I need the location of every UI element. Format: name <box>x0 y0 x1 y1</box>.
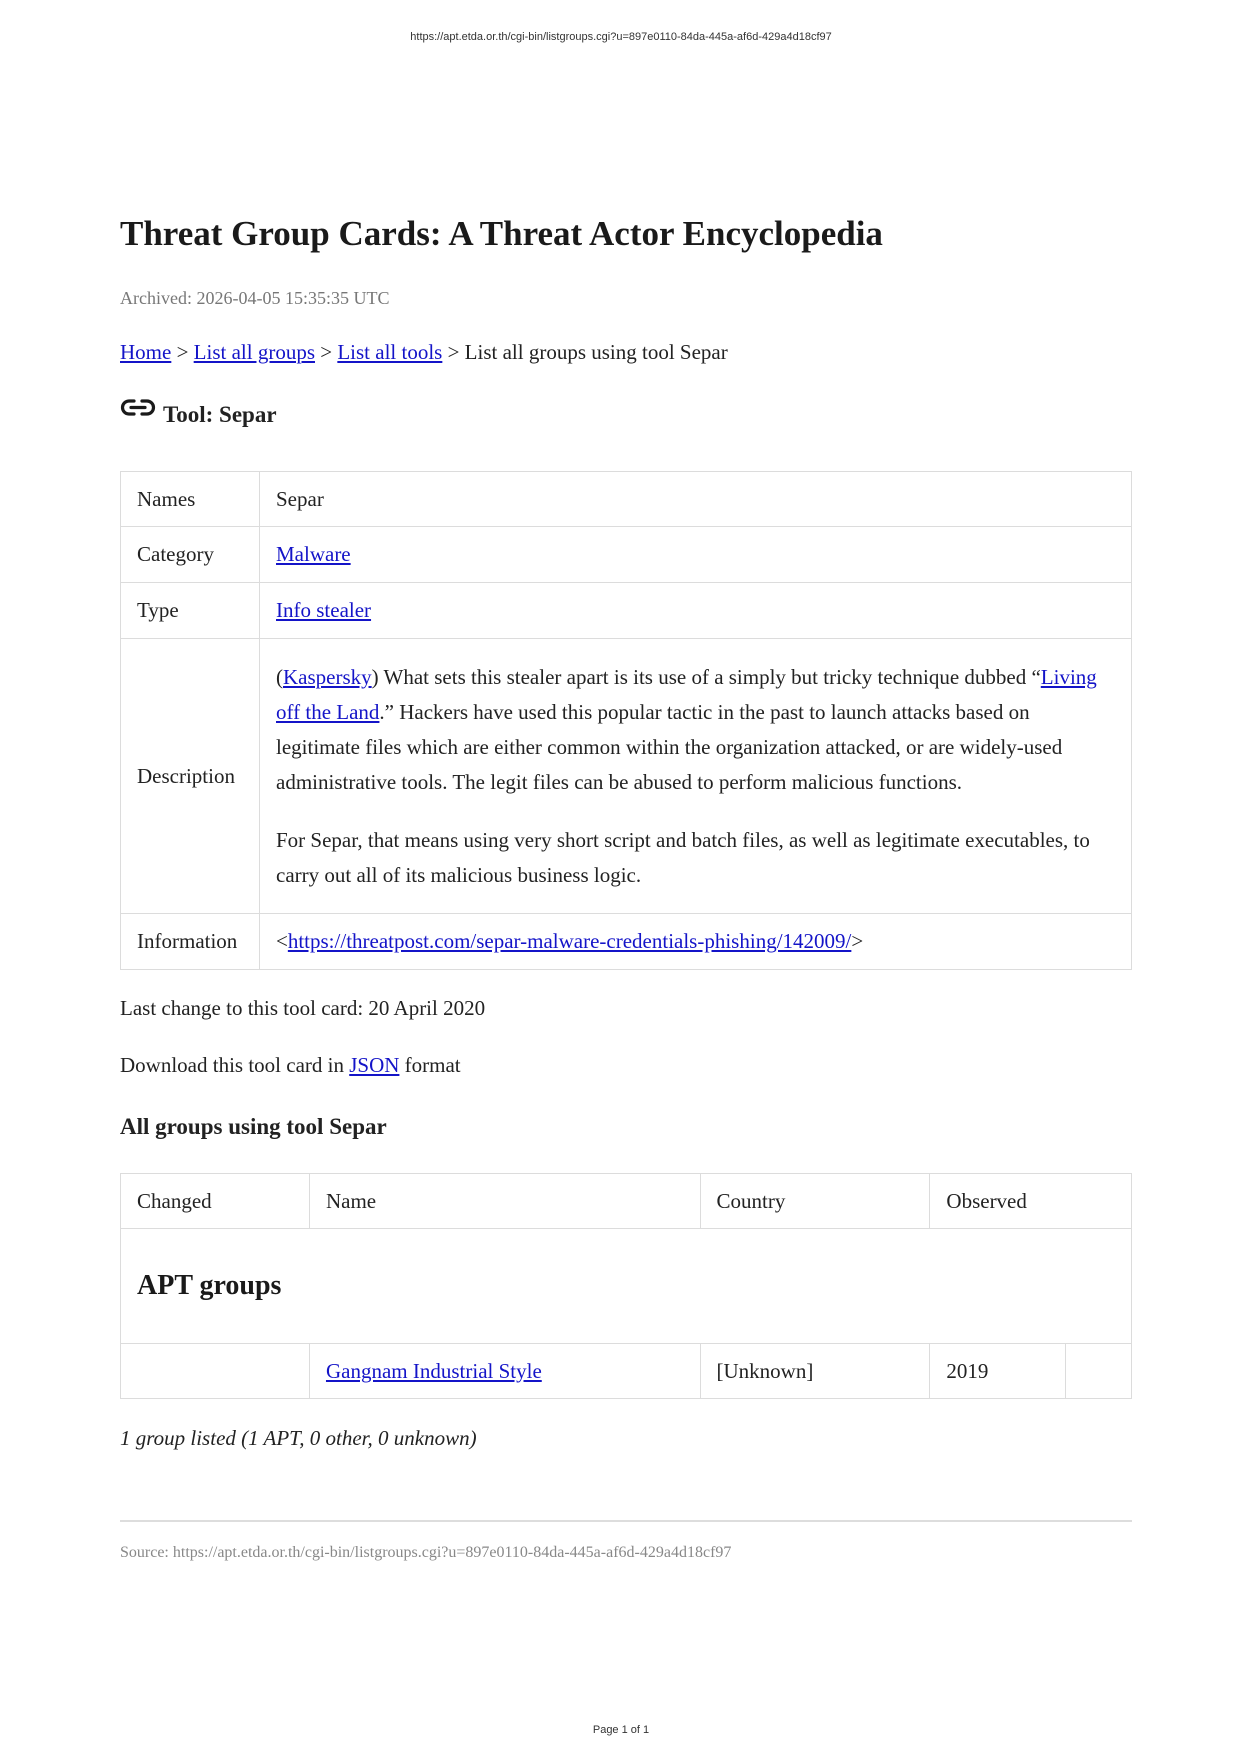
description-open-paren: ( <box>276 664 283 689</box>
changed-cell <box>121 1344 310 1399</box>
section-row <box>121 1229 1132 1344</box>
table-row <box>121 583 1132 639</box>
table-row <box>121 1344 1132 1399</box>
description-paragraph: For Separ, that means using very short script and batch files, as well as legitimate executables, to carry out all of its malicious business logic. <box>276 827 1090 887</box>
groups-heading: All groups using tool Separ <box>120 1114 387 1139</box>
type-link[interactable]: Info stealer <box>276 598 372 623</box>
information-open-bracket: < <box>276 929 288 954</box>
table-row <box>121 527 1132 583</box>
json-download-link[interactable]: JSON <box>349 1053 400 1077</box>
observed-cell: 2019 <box>930 1344 1065 1399</box>
information-label: Information <box>121 914 260 970</box>
living-off-the-land-link[interactable]: Living off the Land <box>276 664 1097 724</box>
country-cell: [Unknown] <box>700 1344 930 1399</box>
names-value: Separ <box>260 472 1132 527</box>
page-title: Threat Group Cards: A Threat Actor Encyclopedia <box>120 214 883 253</box>
names-label: Names <box>121 472 260 527</box>
information-link[interactable]: https://threatpost.com/separ-malware-credentials-phishing/142009/ <box>287 929 852 954</box>
information-cell <box>260 914 1132 970</box>
description-text: ) What sets this stealer apart is its use of a simply but tricky technique dubbed “ <box>371 664 1041 689</box>
page-number: Page 1 of 1 <box>592 1724 650 1736</box>
information-close-bracket: > <box>851 929 864 954</box>
description-cell <box>260 639 1132 914</box>
section-title: APT groups <box>137 1270 282 1301</box>
breadcrumb-separator: > <box>315 340 338 364</box>
description-label: Description <box>121 639 260 914</box>
table-row <box>121 914 1132 970</box>
type-cell <box>260 583 1132 639</box>
column-header-changed: Changed <box>121 1174 310 1229</box>
breadcrumb-home-link[interactable]: Home <box>120 340 172 364</box>
print-header-url: https://apt.etda.or.th/cgi-bin/listgroups.cgi?u=897e0110-84da-445a-af6d-429a4d18cf97 <box>410 31 832 43</box>
breadcrumb-list-groups-link[interactable]: List all groups <box>193 340 315 364</box>
category-cell <box>260 527 1132 583</box>
empty-cell <box>1065 1344 1131 1399</box>
table-row <box>121 639 1132 914</box>
category-label: Category <box>121 527 260 583</box>
divider <box>120 1520 1132 1522</box>
groups-summary: 1 group listed (1 APT, 0 other, 0 unknown) <box>120 1426 477 1450</box>
name-cell <box>309 1344 700 1399</box>
description-text: .” Hackers have used this popular tactic in the past to launch attacks based on legitimate files which are either common within the organization attacked, or are widely-used administrative tools. The legit files can be abused to perform malicious functions. <box>276 699 1063 794</box>
column-header-country: Country <box>700 1174 930 1229</box>
last-change-text: Last change to this tool card: 20 April 2020 <box>120 996 486 1020</box>
table-header-row <box>121 1174 1132 1229</box>
download-suffix: format <box>399 1053 461 1077</box>
group-name-link[interactable]: Gangnam Industrial Style <box>325 1358 542 1383</box>
type-label: Type <box>121 583 260 639</box>
breadcrumb <box>120 340 728 365</box>
tool-heading-text: Tool: Separ <box>163 402 277 427</box>
table-row <box>121 472 1132 527</box>
tool-heading <box>120 402 277 428</box>
tool-card-table <box>120 471 1132 970</box>
breadcrumb-current: > List all groups using tool Separ <box>442 340 728 364</box>
column-header-name: Name <box>309 1174 700 1229</box>
breadcrumb-separator: > <box>171 340 194 364</box>
breadcrumb-list-tools-link[interactable]: List all tools <box>337 340 443 364</box>
download-line <box>120 1053 461 1078</box>
description-paragraph <box>276 660 1115 800</box>
archived-timestamp: Archived: 2026-04-05 15:35:35 UTC <box>120 288 390 308</box>
section-cell <box>121 1229 1132 1344</box>
source-url: Source: https://apt.etda.or.th/cgi-bin/listgroups.cgi?u=897e0110-84da-445a-af6d-429a4d18cf97 <box>120 1544 732 1561</box>
column-header-observed: Observed <box>930 1174 1132 1229</box>
download-prefix: Download this tool card in <box>120 1053 350 1077</box>
groups-table <box>120 1173 1132 1399</box>
category-link[interactable]: Malware <box>276 542 351 567</box>
link-icon <box>120 396 156 420</box>
kaspersky-link[interactable]: Kaspersky <box>283 664 372 689</box>
